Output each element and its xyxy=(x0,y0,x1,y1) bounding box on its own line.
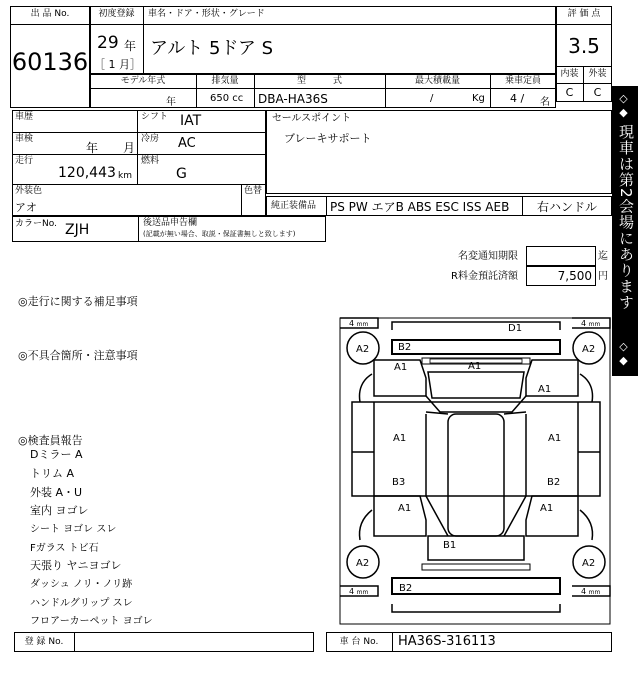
mark-b3: B3 xyxy=(392,477,406,488)
ext-color-value: アオ xyxy=(15,201,37,214)
max-load-slash: / xyxy=(430,93,434,104)
ac-label: 冷房 xyxy=(141,134,160,144)
aftermarket-note: (記載が無い場合、取説・保証書無しと致します) xyxy=(143,230,296,238)
mark-a1-rear-r: A1 xyxy=(540,503,554,514)
model-year-label: モデル年式 xyxy=(120,76,166,86)
model-code: DBA-HA36S xyxy=(258,92,328,106)
tire-depth-rl: 4 mm xyxy=(349,587,369,596)
aftermarket-label: 後送品申告欄 xyxy=(143,218,198,228)
inspector-item: Dミラー A xyxy=(30,448,83,461)
inspector-item: トリム A xyxy=(30,467,75,480)
max-load-label: 最大積載量 xyxy=(414,76,460,86)
banner-bottom-mark: ◇◆ xyxy=(617,340,630,368)
steering-value: 右ハンドル xyxy=(536,200,597,214)
chassis-no: HA36S-316113 xyxy=(398,634,496,649)
inspector-item: Fガラス トビ石 xyxy=(30,543,99,554)
inspector-item: 室内 ヨゴレ xyxy=(30,504,89,517)
model-code-label: 型 式 xyxy=(296,76,342,86)
capacity-label: 乗車定員 xyxy=(504,76,541,86)
banner-top-mark: ◇◆ xyxy=(617,92,630,120)
exterior-label: 外装 xyxy=(588,69,607,79)
capacity-unit: 名 xyxy=(540,97,550,108)
mark-a1-door-l: A1 xyxy=(393,433,407,444)
inspector-item: 外装 A・U xyxy=(30,486,83,499)
mileage-unit: km xyxy=(118,171,132,181)
inspector-item: ハンドルグリップ スレ xyxy=(30,598,133,609)
color-no-label: カラーNo. xyxy=(15,219,57,229)
equipment-value: PS PW エアB ABS ESC ISS AEB xyxy=(330,200,510,214)
inspector-heading: ◎検査員報告 xyxy=(18,434,83,447)
recycle-label: R料金預託済額 xyxy=(451,271,518,282)
mark-b2-rear: B2 xyxy=(399,583,413,594)
history-label: 車歴 xyxy=(15,112,34,122)
inspection-month: 月 xyxy=(123,141,136,155)
mark-a1-hood: A1 xyxy=(468,361,482,372)
reg-year-unit: 年 xyxy=(124,39,137,53)
tire-depth-rr: 4 mm xyxy=(581,587,601,596)
exterior-grade: C xyxy=(593,86,602,99)
mark-b2-right: B2 xyxy=(547,477,561,488)
sales-point-label: セールスポイント xyxy=(272,113,352,124)
reg-no-label: 登 録 No. xyxy=(24,637,64,647)
lot-number: 60136 xyxy=(11,48,89,76)
inspector-item: ダッシュ ノリ・ノリ跡 xyxy=(30,579,133,590)
mark-a1-rear-l: A1 xyxy=(398,503,412,514)
recall-value-box xyxy=(526,246,596,266)
mark-b2-front: B2 xyxy=(398,342,412,353)
recycle-value: 7,500 xyxy=(557,269,592,283)
mark-b1: B1 xyxy=(443,540,457,551)
color-no-value: ZJH xyxy=(65,222,90,238)
reg-year: 29 xyxy=(97,33,119,53)
fuel-value: G xyxy=(176,166,187,182)
mark-a1-door-r: A1 xyxy=(548,433,562,444)
color-change-label: 色替 xyxy=(244,186,263,196)
first-reg-label: 初度登録 xyxy=(98,9,135,19)
mark-a2-fr: A2 xyxy=(582,344,596,355)
details-grid xyxy=(12,110,266,216)
inspector-item: シート ヨゴレ スレ xyxy=(30,524,117,535)
recall-unit: 迄 xyxy=(598,251,608,262)
shift-label: シフト xyxy=(141,112,169,122)
lot-label: 出 品 No. xyxy=(30,9,70,19)
banner-text: 現車は第2会場にあります xyxy=(617,124,635,311)
mark-a1-fender-r: A1 xyxy=(538,384,552,395)
displacement-label: 排気量 xyxy=(211,76,239,86)
mark-a2-fl: A2 xyxy=(356,344,370,355)
mileage-value: 120,443 xyxy=(58,165,116,181)
max-load-unit: Kg xyxy=(472,93,485,104)
car-damage-diagram xyxy=(338,316,614,628)
shift-value: IAT xyxy=(180,113,202,129)
mark-a2-rr: A2 xyxy=(582,558,596,569)
interior-grade: C xyxy=(565,86,574,99)
reg-month: ［ 1 月］ xyxy=(94,58,141,71)
displacement-value: 650 cc xyxy=(210,93,244,104)
score-label: 評 価 点 xyxy=(567,9,601,19)
sales-point-value: ブレーキサポート xyxy=(284,132,372,145)
inspection-year: 年 xyxy=(86,141,99,155)
mark-a2-rl: A2 xyxy=(356,558,370,569)
equipment-label: 純正装備品 xyxy=(271,201,317,211)
mileage-label: 走行 xyxy=(15,156,34,166)
inspector-item: フロアーカーペット ヨゴレ xyxy=(30,616,153,627)
fuel-label: 燃料 xyxy=(141,156,160,166)
mark-a1-fender-l: A1 xyxy=(394,362,408,373)
recall-label: 名変通知期限 xyxy=(458,251,518,262)
tire-depth-fr: 4 mm xyxy=(581,319,601,328)
inspection-label: 車検 xyxy=(15,134,34,144)
driving-heading: ◎走行に関する補足事項 xyxy=(18,295,138,308)
ac-value: AC xyxy=(178,136,196,151)
chassis-label: 車 台 No. xyxy=(339,637,379,647)
tire-depth-fl: 4 mm xyxy=(349,319,369,328)
car-name-label: 車名・ドア・形状・グレード xyxy=(148,9,265,19)
recycle-unit: 円 xyxy=(598,271,608,282)
inspector-item: 天張り ヤニヨゴレ xyxy=(30,559,122,572)
model-year-unit: 年 xyxy=(166,97,176,108)
car-name: アルト 5ドア S xyxy=(150,38,274,59)
capacity-value: 4 / xyxy=(510,92,525,105)
score-value: 3.5 xyxy=(568,34,600,58)
ext-color-label: 外装色 xyxy=(15,186,43,196)
defects-heading: ◎不具合箇所・注意事項 xyxy=(18,349,138,362)
mark-d1: D1 xyxy=(508,323,523,334)
interior-label: 内装 xyxy=(560,69,579,79)
